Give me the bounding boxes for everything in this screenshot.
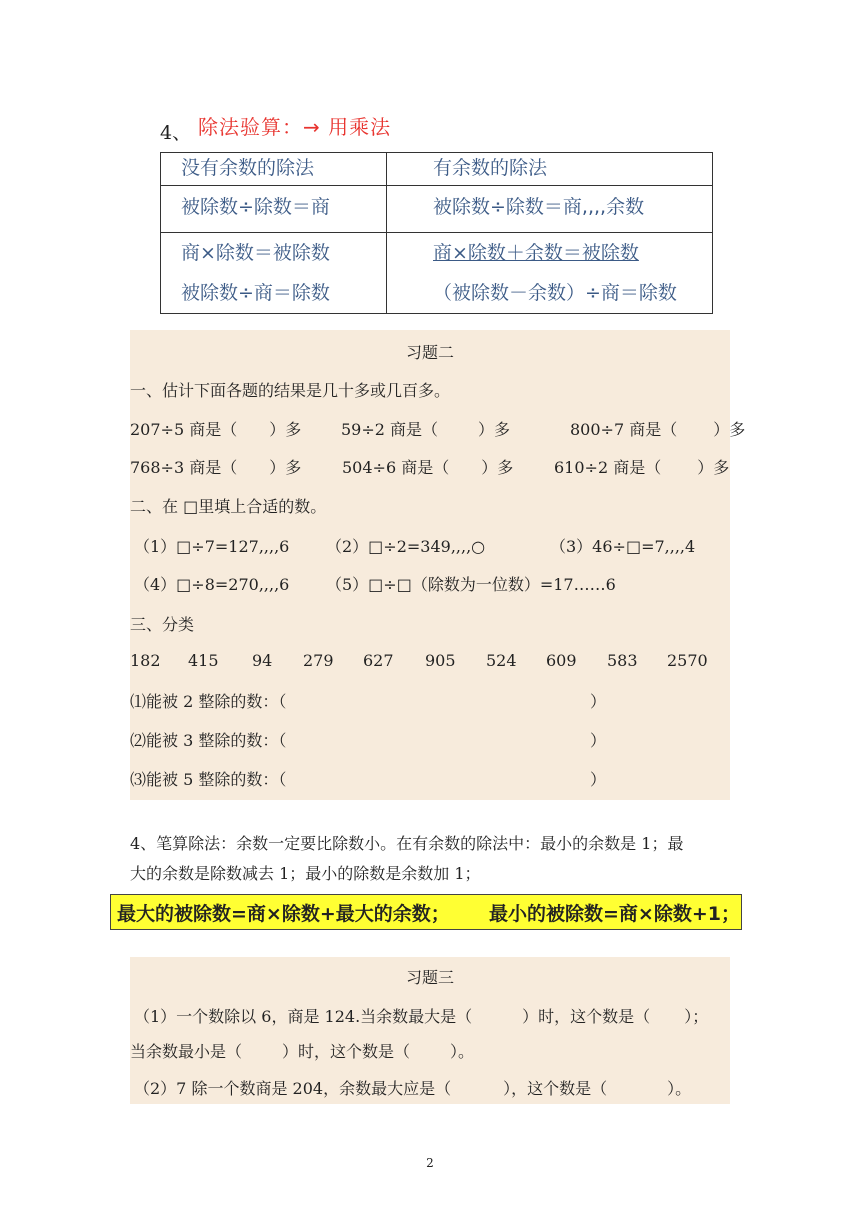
- formula-line: 商×除数＝被除数: [181, 242, 330, 264]
- number-item: 2570: [667, 651, 708, 670]
- section-number: 4、: [160, 122, 192, 144]
- close-paren: ）: [590, 770, 607, 789]
- fill-box-item: （1）□÷7=127,,,,6: [134, 537, 290, 556]
- classify-item: ⑴能被 2 整除的数：（: [130, 692, 287, 711]
- number-item: 415: [188, 651, 219, 670]
- fill-box-item: （5）□÷□（除数为一位数）=17……6: [326, 575, 616, 594]
- estimate-item: 504÷6 商是（ ）多: [342, 458, 514, 477]
- formula-line: 商×除数＋余数＝被除数: [433, 242, 639, 264]
- estimate-item: 59÷2 商是（ ）多: [341, 420, 511, 439]
- estimate-item: 800÷7 商是（ ）多: [570, 420, 746, 439]
- number-item: 182: [130, 651, 161, 670]
- question-heading: 一、估计下面各题的结果是几十多或几百多。: [130, 381, 451, 400]
- number-item: 583: [607, 651, 638, 670]
- table-header-with-remainder: 有余数的除法: [387, 153, 713, 186]
- table-header-no-remainder: 没有余数的除法: [161, 153, 387, 186]
- question-line: 当余数最小是（ ）时，这个数是（ ）。: [130, 1042, 475, 1061]
- max-dividend-formula: 最大的被除数=商×除数+最大的余数；: [117, 903, 450, 925]
- question-line: （1）一个数除以 6，商是 124.当余数最大是（ ）时，这个数是（ ）；: [134, 1007, 709, 1026]
- number-item: 524: [486, 651, 517, 670]
- formula-line: 被除数÷商＝除数: [181, 282, 330, 304]
- section-title: 除法验算：→ 用乘法: [198, 115, 392, 139]
- fill-box-item: （2）□÷2=349,,,,○: [326, 537, 486, 556]
- number-item: 627: [363, 651, 394, 670]
- division-note: [130, 829, 730, 889]
- question-heading: 三、分类: [130, 615, 195, 634]
- highlight-formula-box: [110, 894, 742, 930]
- estimate-item: 768÷3 商是（ ）多: [130, 458, 302, 477]
- question-line: （2）7 除一个数商是 204，余数最大应是（ ），这个数是（ ）。: [134, 1079, 692, 1098]
- number-item: 609: [546, 651, 577, 670]
- question-heading: 二、在 □里填上合适的数。: [130, 497, 327, 516]
- number-item: 279: [303, 651, 334, 670]
- fill-box-item: （4）□÷8=270,,,,6: [134, 575, 290, 594]
- exercise-title: 习题三: [405, 968, 454, 987]
- min-dividend-formula: 最小的被除数=商×除数+1；: [489, 903, 740, 925]
- formula-line: （被除数－余数）÷商＝除数: [433, 282, 677, 304]
- table-cell: 被除数÷除数＝商,,,,余数: [387, 186, 713, 233]
- estimate-item: 207÷5 商是（ ）多: [130, 420, 302, 439]
- close-paren: ）: [590, 731, 607, 750]
- close-paren: ）: [590, 692, 607, 711]
- number-item: 905: [425, 651, 456, 670]
- table-cell: 被除数÷除数＝商: [161, 186, 387, 233]
- table-cell: [161, 233, 387, 314]
- exercise-two-panel: [130, 330, 746, 800]
- exercise-three-panel: [130, 957, 730, 1104]
- note-line: 4、笔算除法：余数一定要比除数小。在有余数的除法中：最小的余数是 1；最: [130, 834, 684, 853]
- number-item: 94: [252, 651, 273, 670]
- fill-box-item: （3）46÷□=7,,,,4: [550, 537, 696, 556]
- page-number: 2: [426, 1156, 434, 1170]
- classify-item: ⑵能被 3 整除的数：（: [130, 731, 287, 750]
- note-line: 大的余数是除数减去 1；最小的除数是余数加 1；: [130, 864, 481, 883]
- table-cell: [387, 233, 713, 314]
- exercise-title: 习题二: [405, 343, 454, 362]
- division-check-table: [160, 152, 713, 314]
- estimate-item: 610÷2 商是（ ）多: [554, 458, 730, 477]
- classify-item: ⑶能被 5 整除的数：（: [130, 770, 287, 789]
